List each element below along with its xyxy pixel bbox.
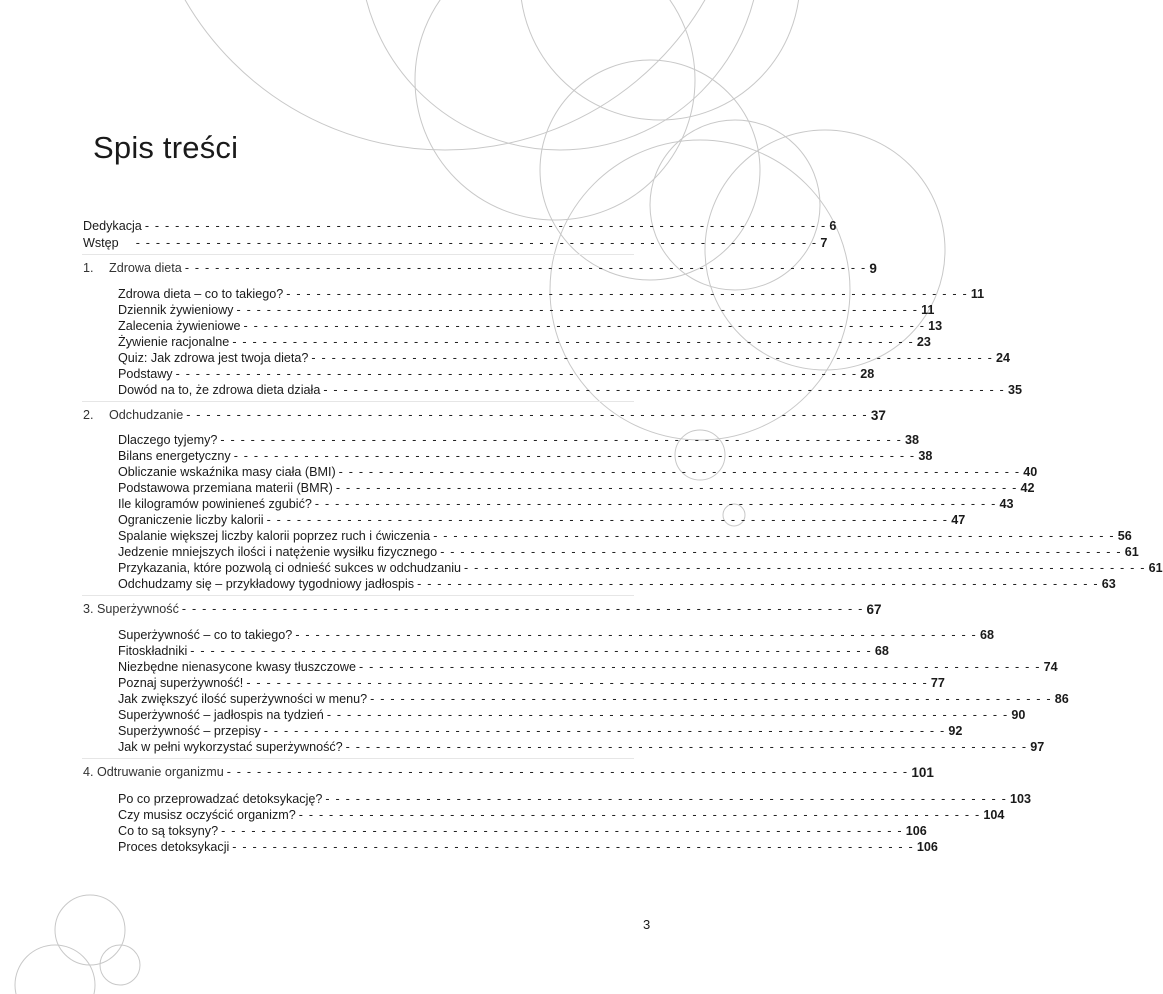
- toc-entry[interactable]: Bilans energetyczny - - - - - - - - - - - - - - - - - - - - - - - - - - - - - - - - - - - - - - - - - - - - - - - - - - - - - - - - - - - - - - - - - - - - 38: [118, 449, 933, 463]
- toc-entry[interactable]: Podstawy - - - - - - - - - - - - - - - - - - - - - - - - - - - - - - - - - - - - - - - - - - - - - - - - - - - - - - - - - - - - - - - - - - - - 28: [118, 367, 875, 381]
- divider: [82, 254, 634, 255]
- toc-entry[interactable]: Zdrowa dieta – co to takiego? - - - - - - - - - - - - - - - - - - - - - - - - - - - - - - - - - - - - - - - - - - - - - - - - - - - - - - - - - - - - - - - - - - - - 11: [118, 287, 985, 301]
- toc-entry[interactable]: Jedzenie mniejszych ilości i natężenie wysiłku fizycznego - - - - - - - - - - - - - - - - - - - - - - - - - - - - - - - - - - - - - - - - - - - - - - - - - - - - - - - - - - - - - - - - - - - - 61: [118, 545, 1139, 559]
- toc-entry[interactable]: Dziennik żywieniowy - - - - - - - - - - - - - - - - - - - - - - - - - - - - - - - - - - - - - - - - - - - - - - - - - - - - - - - - - - - - - - - - - - - - 11: [118, 303, 935, 317]
- toc-entry[interactable]: Fitoskładniki - - - - - - - - - - - - - - - - - - - - - - - - - - - - - - - - - - - - - - - - - - - - - - - - - - - - - - - - - - - - - - - - - - - - 68: [118, 644, 889, 658]
- toc-entry[interactable]: Spalanie większej liczby kalorii poprzez ruch i ćwiczenia - - - - - - - - - - - - - - - - - - - - - - - - - - - - - - - - - - - - - - - - - - - - - - - - - - - - - - - - - - - - - - - - - - - - 56: [118, 529, 1132, 543]
- toc-entry[interactable]: Quiz: Jak zdrowa jest twoja dieta? - - - - - - - - - - - - - - - - - - - - - - - - - - - - - - - - - - - - - - - - - - - - - - - - - - - - - - - - - - - - - - - - - - - - 24: [118, 351, 1011, 365]
- divider: [82, 595, 634, 596]
- chapter-heading[interactable]: 3. Superżywność - - - - - - - - - - - - - - - - - - - - - - - - - - - - - - - - - - - - - - - - - - - - - - - - - - - - - - - - - - - - - - - - - - - - 67: [83, 602, 882, 617]
- toc-entry[interactable]: Superżywność – przepisy - - - - - - - - - - - - - - - - - - - - - - - - - - - - - - - - - - - - - - - - - - - - - - - - - - - - - - - - - - - - - - - - - - - - 92: [118, 724, 963, 738]
- chapter-heading[interactable]: 4. Odtruwanie organizmu - - - - - - - - - - - - - - - - - - - - - - - - - - - - - - - - - - - - - - - - - - - - - - - - - - - - - - - - - - - - - - - - - - - - 101: [83, 765, 934, 780]
- toc-entry[interactable]: Poznaj superżywność! - - - - - - - - - - - - - - - - - - - - - - - - - - - - - - - - - - - - - - - - - - - - - - - - - - - - - - - - - - - - - - - - - - - - 77: [118, 676, 945, 690]
- chapter-heading[interactable]: 1. Zdrowa dieta - - - - - - - - - - - - - - - - - - - - - - - - - - - - - - - - - - - - - - - - - - - - - - - - - - - - - - - - - - - - - - - - - - - - 9: [83, 261, 877, 276]
- divider: [82, 401, 634, 402]
- toc-entry[interactable]: Po co przeprowadzać detoksykację? - - - - - - - - - - - - - - - - - - - - - - - - - - - - - - - - - - - - - - - - - - - - - - - - - - - - - - - - - - - - - - - - - - - - 103: [118, 792, 1032, 806]
- toc-entry[interactable]: Żywienie racjonalne - - - - - - - - - - - - - - - - - - - - - - - - - - - - - - - - - - - - - - - - - - - - - - - - - - - - - - - - - - - - - - - - - - - - 23: [118, 335, 931, 349]
- chapter-heading[interactable]: 2. Odchudzanie - - - - - - - - - - - - - - - - - - - - - - - - - - - - - - - - - - - - - - - - - - - - - - - - - - - - - - - - - - - - - - - - - - - - 37: [83, 408, 886, 423]
- toc-entry[interactable]: Co to są toksyny? - - - - - - - - - - - - - - - - - - - - - - - - - - - - - - - - - - - - - - - - - - - - - - - - - - - - - - - - - - - - - - - - - - - - 106: [118, 824, 927, 838]
- toc-entry[interactable]: Przykazania, które pozwolą ci odnieść sukces w odchudzaniu - - - - - - - - - - - - - - - - - - - - - - - - - - - - - - - - - - - - - - - - - - - - - - - - - - - - - - - - - - - - - - - - - - - - 61: [118, 561, 1163, 575]
- toc-entry[interactable]: Dowód na to, że zdrowa dieta działa - - - - - - - - - - - - - - - - - - - - - - - - - - - - - - - - - - - - - - - - - - - - - - - - - - - - - - - - - - - - - - - - - - - - 35: [118, 383, 1022, 397]
- toc-entry[interactable]: Proces detoksykacji - - - - - - - - - - - - - - - - - - - - - - - - - - - - - - - - - - - - - - - - - - - - - - - - - - - - - - - - - - - - - - - - - - - - 106: [118, 840, 938, 854]
- toc-entry[interactable]: Wstęp - - - - - - - - - - - - - - - - - - - - - - - - - - - - - - - - - - - - - - - - - - - - - - - - - - - - - - - - - - - - - - - - - - - - 7: [83, 236, 828, 250]
- toc-entry[interactable]: Obliczanie wskaźnika masy ciała (BMI) - - - - - - - - - - - - - - - - - - - - - - - - - - - - - - - - - - - - - - - - - - - - - - - - - - - - - - - - - - - - - - - - - - - - 40: [118, 465, 1038, 479]
- toc-entry[interactable]: Czy musisz oczyścić organizm? - - - - - - - - - - - - - - - - - - - - - - - - - - - - - - - - - - - - - - - - - - - - - - - - - - - - - - - - - - - - - - - - - - - - 104: [118, 808, 1005, 822]
- page-title: Spis treści: [93, 130, 239, 165]
- toc-entry[interactable]: Ile kilogramów powinieneś zgubić? - - - - - - - - - - - - - - - - - - - - - - - - - - - - - - - - - - - - - - - - - - - - - - - - - - - - - - - - - - - - - - - - - - - - 43: [118, 497, 1014, 511]
- toc-entry[interactable]: Zalecenia żywieniowe - - - - - - - - - - - - - - - - - - - - - - - - - - - - - - - - - - - - - - - - - - - - - - - - - - - - - - - - - - - - - - - - - - - - 13: [118, 319, 943, 333]
- toc-entry[interactable]: Ograniczenie liczby kalorii - - - - - - - - - - - - - - - - - - - - - - - - - - - - - - - - - - - - - - - - - - - - - - - - - - - - - - - - - - - - - - - - - - - - 47: [118, 513, 966, 527]
- toc-entry[interactable]: Podstawowa przemiana materii (BMR) - - - - - - - - - - - - - - - - - - - - - - - - - - - - - - - - - - - - - - - - - - - - - - - - - - - - - - - - - - - - - - - - - - - - 42: [118, 481, 1035, 495]
- toc-entry[interactable]: Jak zwiększyć ilość superżywności w menu? - - - - - - - - - - - - - - - - - - - - - - - - - - - - - - - - - - - - - - - - - - - - - - - - - - - - - - - - - - - - - - - - - - - - 86: [118, 692, 1069, 706]
- toc-entry[interactable]: Superżywność – co to takiego? - - - - - - - - - - - - - - - - - - - - - - - - - - - - - - - - - - - - - - - - - - - - - - - - - - - - - - - - - - - - - - - - - - - - 68: [118, 628, 994, 642]
- toc-entry[interactable]: Dlaczego tyjemy? - - - - - - - - - - - - - - - - - - - - - - - - - - - - - - - - - - - - - - - - - - - - - - - - - - - - - - - - - - - - - - - - - - - - 38: [118, 433, 920, 447]
- toc-entry[interactable]: Dedykacja - - - - - - - - - - - - - - - - - - - - - - - - - - - - - - - - - - - - - - - - - - - - - - - - - - - - - - - - - - - - - - - - - - - - 6: [83, 219, 837, 233]
- toc-entry[interactable]: Odchudzamy się – przykładowy tygodniowy jadłospis - - - - - - - - - - - - - - - - - - - - - - - - - - - - - - - - - - - - - - - - - - - - - - - - - - - - - - - - - - - - - - - - - - - - 63: [118, 577, 1116, 591]
- page-number: 3: [643, 917, 651, 932]
- divider: [82, 758, 634, 759]
- toc-entry[interactable]: Superżywność – jadłospis na tydzień - - - - - - - - - - - - - - - - - - - - - - - - - - - - - - - - - - - - - - - - - - - - - - - - - - - - - - - - - - - - - - - - - - - - 90: [118, 708, 1026, 722]
- toc-entry[interactable]: Niezbędne nienasycone kwasy tłuszczowe - - - - - - - - - - - - - - - - - - - - - - - - - - - - - - - - - - - - - - - - - - - - - - - - - - - - - - - - - - - - - - - - - - - - 74: [118, 660, 1058, 674]
- toc-entry[interactable]: Jak w pełni wykorzystać superżywność? - - - - - - - - - - - - - - - - - - - - - - - - - - - - - - - - - - - - - - - - - - - - - - - - - - - - - - - - - - - - - - - - - - - - 97: [118, 740, 1045, 754]
